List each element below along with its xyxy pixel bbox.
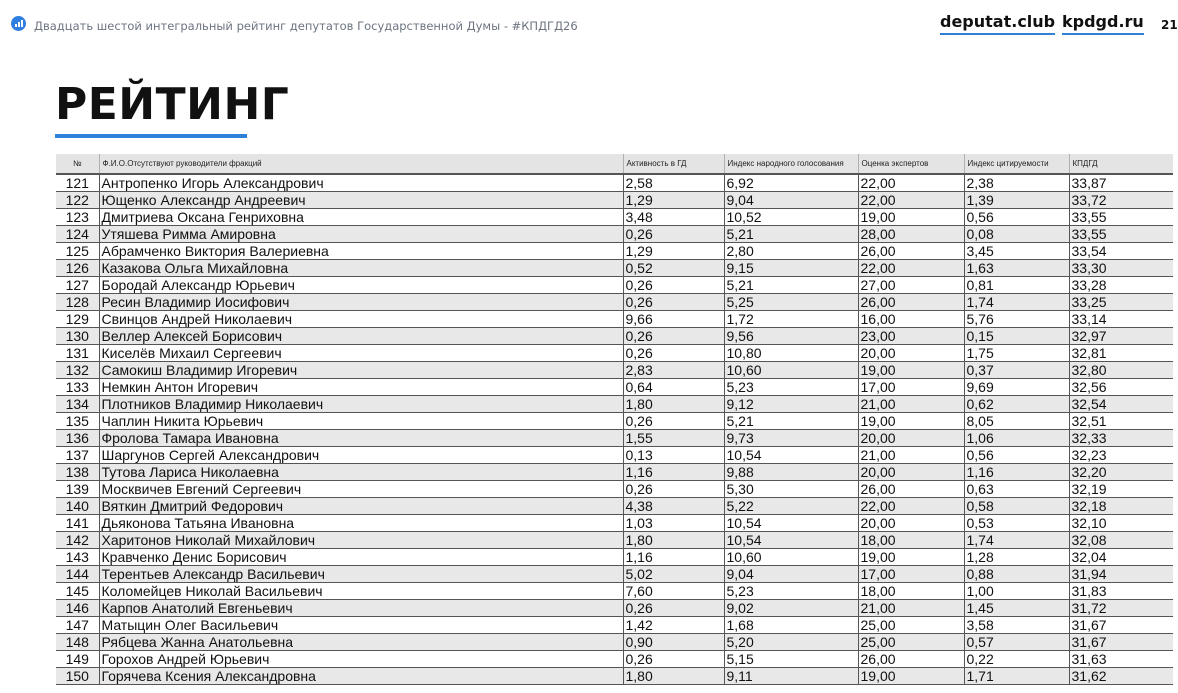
cell-kpdgd: 33,14 — [1069, 311, 1173, 328]
column-header-citation-index: Индекс цитируемости — [964, 154, 1069, 174]
cell-citation-index: 1,74 — [964, 294, 1069, 311]
cell-citation-index: 0,81 — [964, 277, 1069, 294]
cell-expert-score: 17,00 — [858, 379, 964, 396]
cell-number: 132 — [56, 362, 99, 379]
cell-popular-vote: 9,04 — [724, 192, 858, 209]
cell-name: Чаплин Никита Юрьевич — [99, 413, 623, 430]
cell-expert-score: 20,00 — [858, 464, 964, 481]
cell-kpdgd: 32,33 — [1069, 430, 1173, 447]
cell-name: Шаргунов Сергей Александрович — [99, 447, 623, 464]
cell-expert-score: 28,00 — [858, 226, 964, 243]
cell-kpdgd: 33,55 — [1069, 226, 1173, 243]
table-row — [56, 481, 1173, 498]
cell-kpdgd: 31,63 — [1069, 651, 1173, 668]
cell-popular-vote: 1,72 — [724, 311, 858, 328]
cell-activity: 0,26 — [623, 413, 724, 430]
cell-number: 125 — [56, 243, 99, 260]
cell-citation-index: 0,37 — [964, 362, 1069, 379]
cell-popular-vote: 2,80 — [724, 243, 858, 260]
cell-name: Тутова Лариса Николаевна — [99, 464, 623, 481]
top-bar — [0, 0, 1178, 50]
cell-citation-index: 0,53 — [964, 515, 1069, 532]
cell-popular-vote: 9,12 — [724, 396, 858, 413]
cell-activity: 2,58 — [623, 174, 724, 192]
cell-number: 136 — [56, 430, 99, 447]
cell-number: 133 — [56, 379, 99, 396]
cell-popular-vote: 10,80 — [724, 345, 858, 362]
cell-expert-score: 20,00 — [858, 515, 964, 532]
cell-kpdgd: 32,08 — [1069, 532, 1173, 549]
cell-number: 142 — [56, 532, 99, 549]
table-row — [56, 634, 1173, 651]
cell-expert-score: 22,00 — [858, 192, 964, 209]
chart-logo-icon — [11, 16, 26, 31]
cell-citation-index: 0,56 — [964, 447, 1069, 464]
cell-number: 124 — [56, 226, 99, 243]
cell-number: 127 — [56, 277, 99, 294]
cell-activity: 1,29 — [623, 192, 724, 209]
cell-number: 141 — [56, 515, 99, 532]
title-underline — [55, 134, 247, 138]
cell-name: Бородай Александр Юрьевич — [99, 277, 623, 294]
cell-kpdgd: 33,25 — [1069, 294, 1173, 311]
cell-activity: 0,26 — [623, 481, 724, 498]
table-row — [56, 617, 1173, 634]
cell-number: 143 — [56, 549, 99, 566]
table-row — [56, 226, 1173, 243]
table-header-row — [56, 154, 1173, 174]
cell-popular-vote: 6,92 — [724, 174, 858, 192]
cell-expert-score: 19,00 — [858, 209, 964, 226]
cell-popular-vote: 9,73 — [724, 430, 858, 447]
cell-expert-score: 20,00 — [858, 345, 964, 362]
cell-name: Горячева Ксения Александровна — [99, 668, 623, 685]
cell-popular-vote: 9,15 — [724, 260, 858, 277]
cell-number: 148 — [56, 634, 99, 651]
cell-popular-vote: 5,21 — [724, 277, 858, 294]
column-header-name: Ф.И.О.Отсутствуют руководители фракций — [99, 154, 623, 174]
table-row — [56, 600, 1173, 617]
cell-citation-index: 3,58 — [964, 617, 1069, 634]
cell-kpdgd: 32,54 — [1069, 396, 1173, 413]
cell-popular-vote: 9,04 — [724, 566, 858, 583]
cell-citation-index: 0,56 — [964, 209, 1069, 226]
cell-name: Дмитриева Оксана Генриховна — [99, 209, 623, 226]
cell-kpdgd: 31,67 — [1069, 617, 1173, 634]
cell-activity: 1,80 — [623, 396, 724, 413]
table-row — [56, 311, 1173, 328]
cell-number: 139 — [56, 481, 99, 498]
cell-expert-score: 18,00 — [858, 532, 964, 549]
cell-activity: 1,55 — [623, 430, 724, 447]
cell-popular-vote: 10,52 — [724, 209, 858, 226]
cell-popular-vote: 5,25 — [724, 294, 858, 311]
cell-name: Матыцин Олег Васильевич — [99, 617, 623, 634]
cell-name: Веллер Алексей Борисович — [99, 328, 623, 345]
cell-number: 126 — [56, 260, 99, 277]
table-row — [56, 464, 1173, 481]
cell-popular-vote: 9,88 — [724, 464, 858, 481]
cell-citation-index: 0,08 — [964, 226, 1069, 243]
cell-number: 149 — [56, 651, 99, 668]
table-row — [56, 651, 1173, 668]
table-row — [56, 243, 1173, 260]
cell-name: Терентьев Александр Васильевич — [99, 566, 623, 583]
cell-name: Вяткин Дмитрий Федорович — [99, 498, 623, 515]
cell-activity: 1,80 — [623, 668, 724, 685]
cell-activity: 1,80 — [623, 532, 724, 549]
cell-kpdgd: 32,04 — [1069, 549, 1173, 566]
cell-activity: 0,26 — [623, 600, 724, 617]
cell-citation-index: 0,88 — [964, 566, 1069, 583]
cell-expert-score: 21,00 — [858, 447, 964, 464]
cell-kpdgd: 33,28 — [1069, 277, 1173, 294]
cell-expert-score: 22,00 — [858, 260, 964, 277]
cell-citation-index: 1,28 — [964, 549, 1069, 566]
table-row — [56, 447, 1173, 464]
table-row — [56, 345, 1173, 362]
cell-activity: 9,66 — [623, 311, 724, 328]
cell-popular-vote: 9,02 — [724, 600, 858, 617]
cell-kpdgd: 31,83 — [1069, 583, 1173, 600]
cell-number: 123 — [56, 209, 99, 226]
cell-number: 122 — [56, 192, 99, 209]
cell-citation-index: 9,69 — [964, 379, 1069, 396]
cell-popular-vote: 9,56 — [724, 328, 858, 345]
header-caption: Двадцать шестой интегральный рейтинг депутатов Государственной Думы - #КПДГД26 — [34, 19, 578, 33]
cell-citation-index: 8,05 — [964, 413, 1069, 430]
column-header-number: № — [56, 154, 99, 174]
cell-citation-index: 1,00 — [964, 583, 1069, 600]
cell-expert-score: 19,00 — [858, 362, 964, 379]
cell-activity: 0,90 — [623, 634, 724, 651]
table-row — [56, 583, 1173, 600]
cell-kpdgd: 33,30 — [1069, 260, 1173, 277]
cell-name: Утяшева Римма Амировна — [99, 226, 623, 243]
table-row — [56, 549, 1173, 566]
cell-number: 134 — [56, 396, 99, 413]
cell-expert-score: 17,00 — [858, 566, 964, 583]
table-row — [56, 668, 1173, 685]
cell-expert-score: 23,00 — [858, 328, 964, 345]
cell-activity: 0,26 — [623, 345, 724, 362]
cell-name: Харитонов Николай Михайлович — [99, 532, 623, 549]
cell-name: Ющенко Александр Андреевич — [99, 192, 623, 209]
table-row — [56, 294, 1173, 311]
cell-name: Казакова Ольга Михайловна — [99, 260, 623, 277]
cell-popular-vote: 10,54 — [724, 447, 858, 464]
rating-table — [56, 154, 1173, 685]
cell-name: Антропенко Игорь Александрович — [99, 174, 623, 192]
site-link-kpdgd[interactable]: kpdgd.ru — [1062, 12, 1144, 35]
cell-citation-index: 1,63 — [964, 260, 1069, 277]
cell-number: 138 — [56, 464, 99, 481]
cell-activity: 2,83 — [623, 362, 724, 379]
cell-popular-vote: 5,30 — [724, 481, 858, 498]
cell-name: Ресин Владимир Иосифович — [99, 294, 623, 311]
cell-citation-index: 1,45 — [964, 600, 1069, 617]
cell-expert-score: 16,00 — [858, 311, 964, 328]
cell-popular-vote: 1,68 — [724, 617, 858, 634]
cell-expert-score: 22,00 — [858, 498, 964, 515]
cell-activity: 1,16 — [623, 549, 724, 566]
table-row — [56, 362, 1173, 379]
cell-kpdgd: 32,51 — [1069, 413, 1173, 430]
cell-kpdgd: 32,81 — [1069, 345, 1173, 362]
cell-citation-index: 0,57 — [964, 634, 1069, 651]
cell-popular-vote: 5,21 — [724, 226, 858, 243]
cell-expert-score: 21,00 — [858, 396, 964, 413]
cell-kpdgd: 32,80 — [1069, 362, 1173, 379]
cell-number: 140 — [56, 498, 99, 515]
table-row — [56, 277, 1173, 294]
cell-name: Москвичев Евгений Сергеевич — [99, 481, 623, 498]
cell-kpdgd: 31,72 — [1069, 600, 1173, 617]
cell-number: 146 — [56, 600, 99, 617]
cell-citation-index: 1,16 — [964, 464, 1069, 481]
cell-expert-score: 19,00 — [858, 668, 964, 685]
cell-kpdgd: 32,10 — [1069, 515, 1173, 532]
cell-kpdgd: 32,97 — [1069, 328, 1173, 345]
cell-number: 137 — [56, 447, 99, 464]
column-header-popular-vote: Индекс народного голосования — [724, 154, 858, 174]
cell-citation-index: 1,71 — [964, 668, 1069, 685]
page-title: РЕЙТИНГ — [55, 79, 290, 130]
cell-name: Рябцева Жанна Анатольевна — [99, 634, 623, 651]
cell-citation-index: 0,58 — [964, 498, 1069, 515]
cell-expert-score: 27,00 — [858, 277, 964, 294]
cell-number: 144 — [56, 566, 99, 583]
table-row — [56, 209, 1173, 226]
cell-name: Фролова Тамара Ивановна — [99, 430, 623, 447]
table-row — [56, 396, 1173, 413]
table-body — [56, 174, 1173, 685]
cell-citation-index: 0,62 — [964, 396, 1069, 413]
table-row — [56, 174, 1173, 192]
cell-kpdgd: 33,72 — [1069, 192, 1173, 209]
table-row — [56, 430, 1173, 447]
column-header-expert-score: Оценка экспертов — [858, 154, 964, 174]
cell-name: Дьяконова Татьяна Ивановна — [99, 515, 623, 532]
cell-citation-index: 1,06 — [964, 430, 1069, 447]
cell-expert-score: 26,00 — [858, 294, 964, 311]
cell-name: Кравченко Денис Борисович — [99, 549, 623, 566]
cell-popular-vote: 5,21 — [724, 413, 858, 430]
cell-number: 129 — [56, 311, 99, 328]
site-link-deputat-club[interactable]: deputat.club — [940, 12, 1055, 35]
cell-number: 147 — [56, 617, 99, 634]
cell-kpdgd: 33,55 — [1069, 209, 1173, 226]
cell-number: 145 — [56, 583, 99, 600]
cell-kpdgd: 32,20 — [1069, 464, 1173, 481]
table-row — [56, 379, 1173, 396]
column-header-activity: Активность в ГД — [623, 154, 724, 174]
cell-name: Самокиш Владимир Игоревич — [99, 362, 623, 379]
cell-name: Свинцов Андрей Николаевич — [99, 311, 623, 328]
cell-popular-vote: 10,60 — [724, 549, 858, 566]
cell-citation-index: 0,15 — [964, 328, 1069, 345]
cell-expert-score: 26,00 — [858, 651, 964, 668]
cell-activity: 0,26 — [623, 277, 724, 294]
cell-name: Коломейцев Николай Васильевич — [99, 583, 623, 600]
cell-expert-score: 19,00 — [858, 549, 964, 566]
cell-citation-index: 2,38 — [964, 174, 1069, 192]
cell-popular-vote: 5,22 — [724, 498, 858, 515]
cell-expert-score: 21,00 — [858, 600, 964, 617]
cell-name: Абрамченко Виктория Валериевна — [99, 243, 623, 260]
cell-activity: 0,26 — [623, 294, 724, 311]
cell-name: Карпов Анатолий Евгеньевич — [99, 600, 623, 617]
table-row — [56, 532, 1173, 549]
cell-popular-vote: 10,60 — [724, 362, 858, 379]
cell-expert-score: 19,00 — [858, 413, 964, 430]
cell-citation-index: 1,75 — [964, 345, 1069, 362]
cell-expert-score: 25,00 — [858, 617, 964, 634]
cell-kpdgd: 33,54 — [1069, 243, 1173, 260]
cell-kpdgd: 32,23 — [1069, 447, 1173, 464]
cell-activity: 0,26 — [623, 226, 724, 243]
cell-activity: 1,03 — [623, 515, 724, 532]
column-header-kpdgd: КПДГД — [1069, 154, 1173, 174]
cell-expert-score: 20,00 — [858, 430, 964, 447]
cell-number: 131 — [56, 345, 99, 362]
table-row — [56, 566, 1173, 583]
cell-number: 150 — [56, 668, 99, 685]
table-row — [56, 498, 1173, 515]
cell-activity: 0,52 — [623, 260, 724, 277]
cell-activity: 0,26 — [623, 651, 724, 668]
cell-activity: 3,48 — [623, 209, 724, 226]
cell-kpdgd: 32,56 — [1069, 379, 1173, 396]
cell-kpdgd: 32,18 — [1069, 498, 1173, 515]
cell-kpdgd: 31,94 — [1069, 566, 1173, 583]
cell-popular-vote: 5,23 — [724, 379, 858, 396]
cell-citation-index: 3,45 — [964, 243, 1069, 260]
table-row — [56, 413, 1173, 430]
table-row — [56, 260, 1173, 277]
cell-kpdgd: 31,62 — [1069, 668, 1173, 685]
page-number: 21 — [1161, 18, 1178, 32]
cell-citation-index: 1,74 — [964, 532, 1069, 549]
cell-name: Плотников Владимир Николаевич — [99, 396, 623, 413]
cell-expert-score: 26,00 — [858, 481, 964, 498]
cell-name: Киселёв Михаил Сергеевич — [99, 345, 623, 362]
cell-citation-index: 0,63 — [964, 481, 1069, 498]
cell-activity: 1,16 — [623, 464, 724, 481]
cell-activity: 0,26 — [623, 328, 724, 345]
cell-activity: 0,13 — [623, 447, 724, 464]
cell-popular-vote: 5,15 — [724, 651, 858, 668]
cell-citation-index: 5,76 — [964, 311, 1069, 328]
table-row — [56, 515, 1173, 532]
cell-activity: 1,42 — [623, 617, 724, 634]
cell-popular-vote: 5,20 — [724, 634, 858, 651]
cell-activity: 7,60 — [623, 583, 724, 600]
cell-name: Горохов Андрей Юрьевич — [99, 651, 623, 668]
cell-popular-vote: 10,54 — [724, 532, 858, 549]
table-row — [56, 192, 1173, 209]
cell-activity: 1,29 — [623, 243, 724, 260]
cell-number: 130 — [56, 328, 99, 345]
cell-expert-score: 18,00 — [858, 583, 964, 600]
cell-number: 135 — [56, 413, 99, 430]
cell-citation-index: 0,22 — [964, 651, 1069, 668]
cell-expert-score: 26,00 — [858, 243, 964, 260]
cell-number: 128 — [56, 294, 99, 311]
cell-kpdgd: 31,67 — [1069, 634, 1173, 651]
table-row — [56, 328, 1173, 345]
cell-number: 121 — [56, 174, 99, 192]
cell-popular-vote: 10,54 — [724, 515, 858, 532]
cell-activity: 5,02 — [623, 566, 724, 583]
cell-popular-vote: 9,11 — [724, 668, 858, 685]
cell-expert-score: 22,00 — [858, 174, 964, 192]
cell-kpdgd: 33,87 — [1069, 174, 1173, 192]
cell-activity: 0,64 — [623, 379, 724, 396]
cell-citation-index: 1,39 — [964, 192, 1069, 209]
cell-popular-vote: 5,23 — [724, 583, 858, 600]
cell-expert-score: 25,00 — [858, 634, 964, 651]
cell-name: Немкин Антон Игоревич — [99, 379, 623, 396]
cell-kpdgd: 32,19 — [1069, 481, 1173, 498]
cell-activity: 4,38 — [623, 498, 724, 515]
